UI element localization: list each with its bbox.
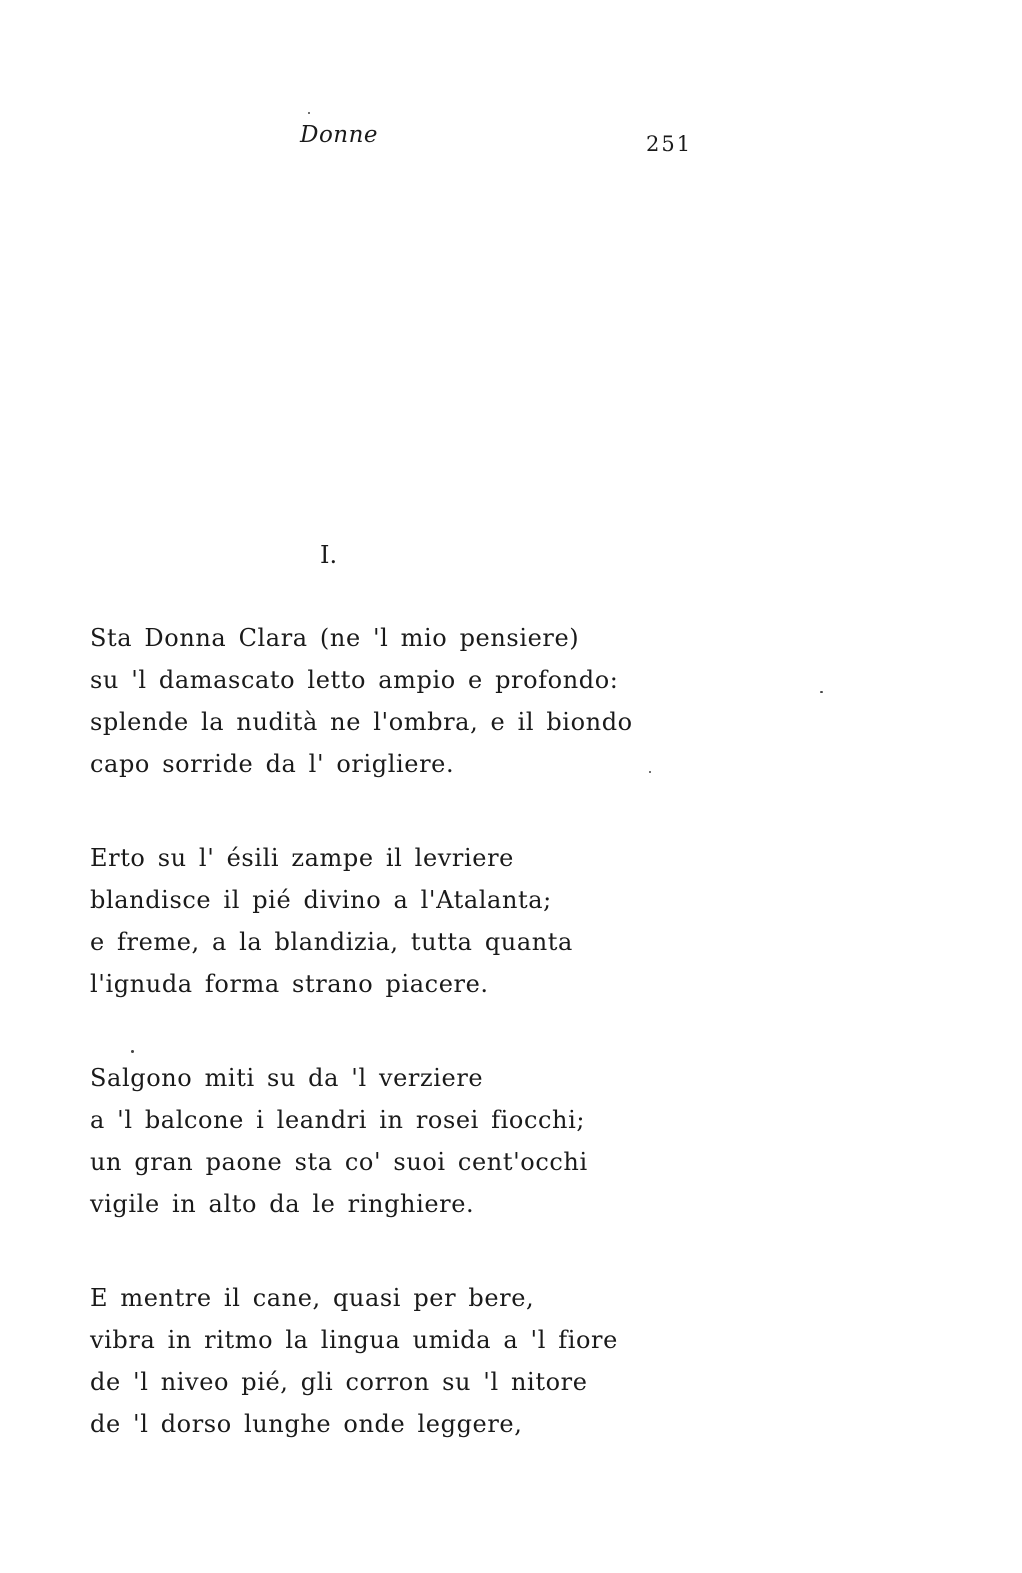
- verse-line: de 'l niveo pié, gli corron su 'l nitore: [90, 1368, 588, 1396]
- scan-speck: [649, 771, 651, 773]
- stanza-2: [90, 837, 710, 1005]
- verse-line: vigile in alto da le ringhiere.: [90, 1190, 475, 1218]
- verse-line: capo sorride da l' origliere.: [90, 750, 455, 778]
- stanza-1: [90, 617, 710, 785]
- verse-line: de 'l dorso lunghe onde leggere,: [90, 1410, 523, 1438]
- verse-line: blandisce il pié divino a l'Atalanta;: [90, 886, 552, 914]
- verse-line: a 'l balcone i leandri in rosei fiocchi;: [90, 1106, 586, 1134]
- verse-line: l'ignuda forma strano piacere.: [90, 970, 489, 998]
- verse-line: splende la nudità ne l'ombra, e il biondo: [90, 708, 633, 736]
- verse-line: e freme, a la blandizia, tutta quanta: [90, 928, 573, 956]
- verse-line: un gran paone sta co' suoi cent'occhi: [90, 1148, 588, 1176]
- scan-speck: [308, 112, 310, 114]
- verse-line: vibra in ritmo la lingua umida a 'l fiore: [90, 1326, 618, 1354]
- verse-line: E mentre il cane, quasi per bere,: [90, 1284, 535, 1312]
- poem: [90, 617, 710, 1497]
- scan-speck: [131, 1050, 134, 1053]
- verse-line: su 'l damascato letto ampio e profondo:: [90, 666, 619, 694]
- verse-line: Erto su l' ésili zampe il levriere: [90, 844, 514, 872]
- stanza-4: [90, 1277, 710, 1445]
- page-number: 251: [646, 132, 693, 156]
- scan-speck: [820, 691, 823, 693]
- running-title: Donne: [300, 122, 379, 148]
- stanza-3: [90, 1057, 710, 1225]
- verse-line: Sta Donna Clara (ne 'l mio pensiere): [90, 624, 580, 652]
- verse-line: Salgono miti su da 'l verziere: [90, 1064, 484, 1092]
- section-number: I.: [320, 541, 338, 569]
